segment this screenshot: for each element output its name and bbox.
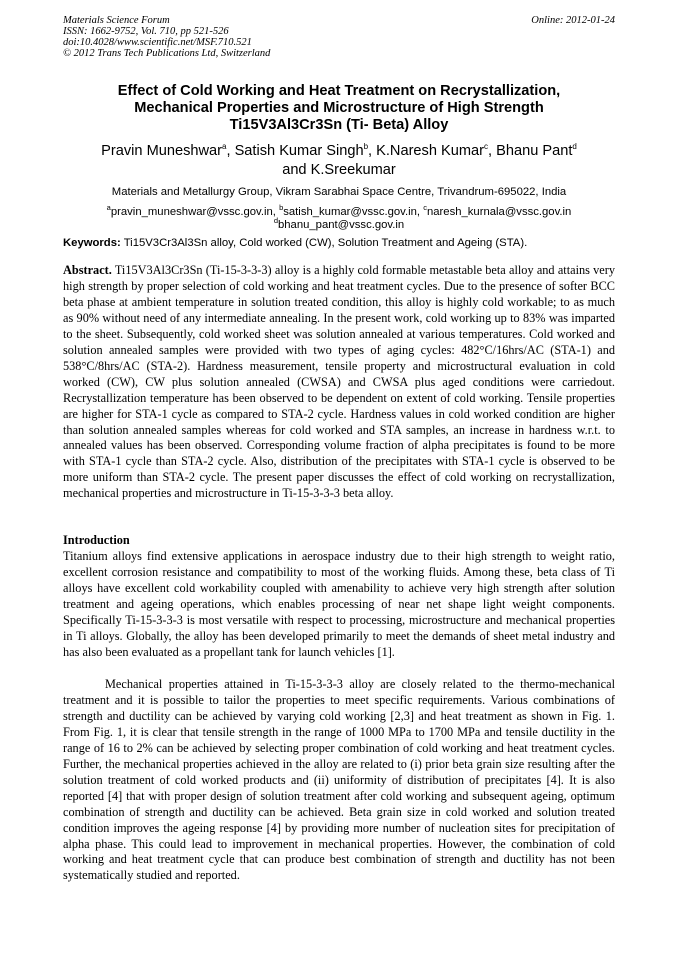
author-line-1: Pravin Muneshwar$^a$, Satish Kumar Singh$^b$, K.Naresh Kumar$^c$, Bhanu Pant$^d$ — [101, 142, 577, 159]
email-link[interactable]: satish_kumar@vssc.gov.in — [283, 206, 417, 218]
author-name: Satish Kumar Singh — [234, 143, 364, 159]
affiliation: Materials and Metallurgy Group, Vikram Sarabhai Space Centre, Trivandrum-695022, India — [111, 186, 567, 198]
email-mark: c — [423, 203, 427, 213]
introduction-paragraph-1: Titanium alloys find extensive applications in aerospace industry due to their high strength to weight ratio, excellent corrosion resistance and compatibility to most of the working fluids. Among these, beta class of Ti alloys have excellent cold workability coupled with amenability to achieve very high strength after solution treatment and ageing operations, which enables processing of near net shape light weight components. Specifically Ti-15-3-3-3 is most versatile with respect to processing, microstructure and mechanical properties in Ti alloys. Globally, the alloy has been developed primarily to meet the demands of sheet metal industry and has also been evaluated as a propellant tank for launch vehicles [1]. — [63, 549, 615, 659]
author-name: K.Naresh Kumar — [376, 143, 484, 159]
author-name: Pravin Muneshwar — [101, 143, 223, 159]
author-affil-mark: b — [363, 142, 369, 152]
author-name: Bhanu Pant — [496, 143, 573, 159]
title-line-2: Mechanical Properties and Microstructure of High Strength — [134, 100, 544, 116]
author-affil-mark: a — [222, 142, 227, 152]
keywords — [63, 236, 623, 250]
paper-title — [63, 83, 615, 134]
journal-copyright: © 2012 Trans Tech Publications Ltd, Switzerland — [63, 48, 271, 59]
title-line-1: Effect of Cold Working and Heat Treatment on Recrystallization, — [117, 83, 561, 99]
email-mark: b — [279, 203, 284, 213]
author-emails — [63, 203, 615, 232]
email-mark: d — [273, 216, 278, 226]
author-affil-mark: d — [572, 142, 577, 152]
journal-doi[interactable]: doi:10.4028/www.scientific.net/MSF.710.521 — [63, 37, 252, 48]
abstract-text: Ti15V3Al3Cr3Sn (Ti-15-3-3-3) alloy is a highly cold formable metastable beta alloy and attains very high strength by proper selection of cold working and heat treatment cycles. Due to the presence of softer BCC beta phase at ambient temperature in solution treated condition, this alloy is highly cold workable; to as much as 90% without need of any intermediate annealing. In the present work, cold working up to 83% was imparted to the sheet. Subsequently, cold worked sheet was solution annealed at various temperatures. Cold worked and solution annealed samples were provided with two types of aging cycles: 482°C/16hrs/AC (STA-1) and 538°C/8hrs/AC (STA-2). Hardness measurement, tensile property and microstructural evaluation in cold worked (CW), CW plus solution annealed (CWSA) and CWSA plus aged conditions were carriedout. Recrystallization temperature has been observed to be dependent on extent of cold working. Tensile properties are higher for STA-1 cycle as compared to STA-2 cycle. Hardness values in cold worked condition are higher than solution annealed samples whereas for cold worked and STA samples, an increase in hardness w.r.t. to annealed values has been observed. Corresponding volume fraction of alpha precipitates is found to be more with STA-1 cycle than STA-2 cycle. Also, distribution of the precipitates with STA-1 cycle is observed to be more uniform than STA-2 cycle. The present paper discusses the effect of cold working on recrystallization, mechanical properties and microstructure in Ti-15-3-3-3 beta alloy. — [63, 263, 615, 501]
email-link[interactable]: bhanu_pant@vssc.gov.in — [277, 219, 405, 231]
author-affil-mark: c — [484, 142, 488, 152]
email-line-2 — [63, 216, 615, 232]
author-list — [63, 142, 615, 180]
email-link[interactable]: pravin_muneshwar@vssc.gov.in — [110, 206, 273, 218]
journal-issn: ISSN: 1662-9752, Vol. 710, pp 521-526 — [63, 26, 229, 37]
email-link[interactable]: naresh_kurnala@vssc.gov.in — [426, 206, 572, 218]
title-line-3: Ti15V3Al3Cr3Sn (Ti- Beta) Alloy — [229, 117, 449, 133]
email-mark: a — [106, 203, 111, 213]
introduction-heading: Introduction — [63, 533, 130, 547]
email-line-1: $^a$pravin_muneshwar@vssc.gov.in, $^b$satish_kumar@vssc.gov.in, $^c$naresh_kurnala@vssc.gov.in — [106, 203, 572, 218]
introduction-paragraph-2: Mechanical properties attained in Ti-15-3-3-3 alloy are closely related to the thermo-mechanical treatment and it is possible to tailor the properties to meet specific requirements. Various combinations of strength and ductility can be achieved by varying cold working [2,3] and heat treatment as shown in Fig. 1. From Fig. 1, it is clear that tensile strength in the range of 1000 MPa to 1700 MPa and tensile ductility in the range of 16 to 2% can be achieved by selecting proper combination of cold working and heat treatment cycles. Further, the mechanical properties achieved in the alloy are related to (i) prior beta grain size resulting after the solution treatment of cold worked products and (ii) uniformity of distribution of precipitates [4]. It is also reported [4] that with proper design of solution treatment after cold working and subsequent ageing, optimum combination of strength and ductility can be achieved. Beta grain size in cold worked and solution treated condition improves the ageing response [4] by providing more number of nucleation sites for precipitation of alpha phase. This could lead to improvement in mechanical properties. However, the combination of cold working and heat treatment cycle that can produce best combination of strength and ductility has not been systematically studied and reported. — [63, 677, 615, 883]
online-date: Online: 2012-01-24 — [531, 15, 615, 26]
journal-name: Materials Science Forum — [63, 15, 170, 26]
abstract-label: Abstract. — [63, 263, 112, 277]
abstract — [63, 263, 615, 502]
author-last: and K.Sreekumar — [282, 162, 396, 178]
keywords-label: Keywords: — [63, 237, 121, 249]
keywords-text: Ti15V3Cr3Al3Sn alloy, Cold worked (CW), Solution Treatment and Ageing (STA). — [120, 237, 528, 249]
journal-header — [63, 15, 270, 59]
